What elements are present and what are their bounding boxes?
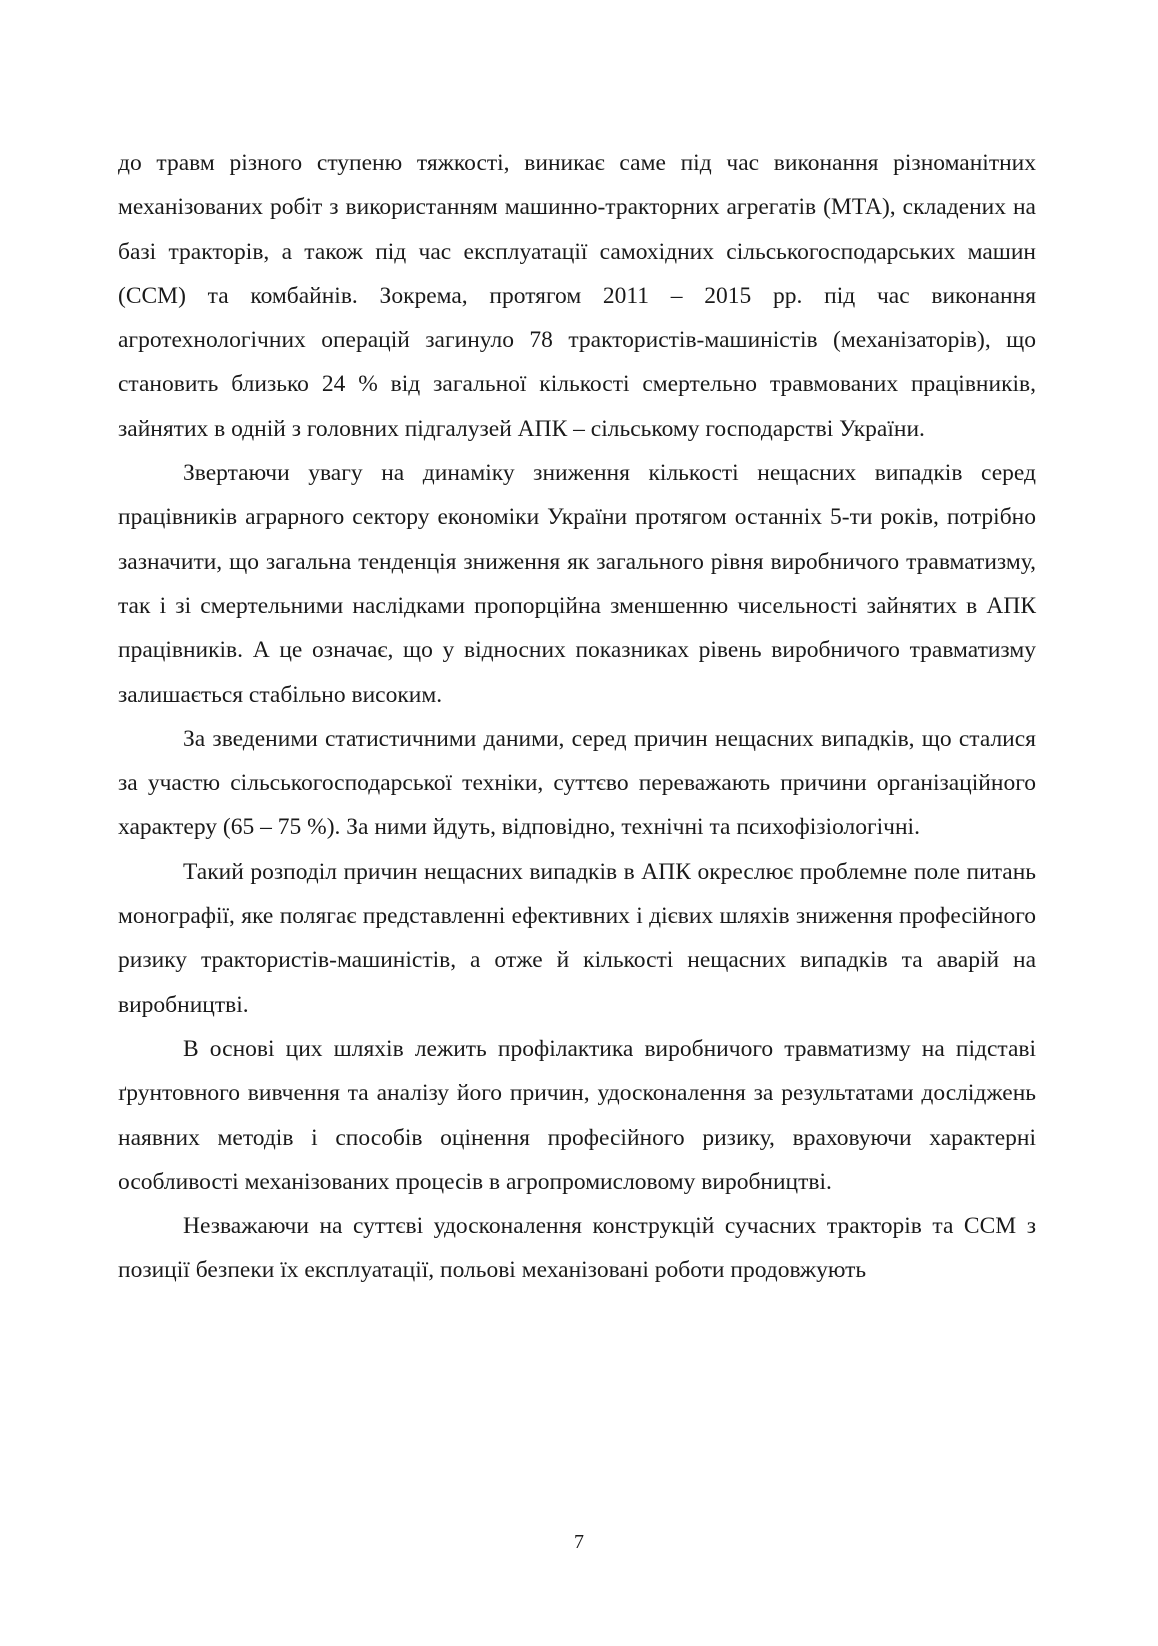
body-text	[118, 141, 1036, 1293]
paragraph: В основі цих шляхів лежить профілактика виробничого травматизму на підставі ґрунтовного вивчення та аналізу його причин, удосконалення за результатами досліджень наявних методів і способів оцінення професійного ризику, враховуючи характерні особливості механізованих процесів в агропромисловому виробництві.	[118, 1035, 1036, 1195]
paragraph: Такий розподіл причин нещасних випадків в АПК окреслює проблемне поле питань монографії, яке полягає представленні ефективних і дієвих шляхів зниження професійного ризику трактористів-машиністів, а отже й кількості нещасних випадків та аварій на виробництві.	[118, 858, 1036, 1018]
page-number: 7	[574, 1531, 584, 1553]
paragraph: За зведеними статистичними даними, серед причин нещасних випадків, що сталися за участю сільськогосподарської техніки, суттєво переважають причини організаційного характеру (65 – 75 %). За ними йдуть, відповідно, технічні та психофізіологічні.	[118, 725, 1036, 841]
paragraph-truncated: Незважаючи на суттєві удосконалення конструкцій сучасних тракторів та ССМ з позиції безпеки їх експлуатації, польові механізовані роботи продовжують	[118, 1213, 1036, 1284]
paragraph-continuation: до травм різного ступеню тяжкості, виникає саме під час виконання різноманітних механізованих робіт з використанням машинно-тракторних агрегатів (МТА), складених на базі тракторів, а також під час експлуатації самохідних сільськогосподарських машин (ССМ) та комбайнів. Зокрема, протягом 2011 – 2015 рр. під час виконання агротехнологічних операцій загинуло 78 трактористів-машиністів (механізаторів), що становить близько 24 % від загальної кількості смертельно травмованих працівників, зайнятих в одній з головних підгалузей АПК – сільському господарстві України.	[118, 150, 1036, 442]
paragraph: Звертаючи увагу на динаміку зниження кількості нещасних випадків серед працівників аграрного сектору економіки України протягом останніх 5-ти років, потрібно зазначити, що загальна тенденція зниження як загального рівня виробничого травматизму, так і зі смертельними наслідками пропорційна зменшенню чисельності зайнятих в АПК працівників. А це означає, що у відносних показниках рівень виробничого травматизму залишається стабільно високим.	[118, 460, 1036, 708]
